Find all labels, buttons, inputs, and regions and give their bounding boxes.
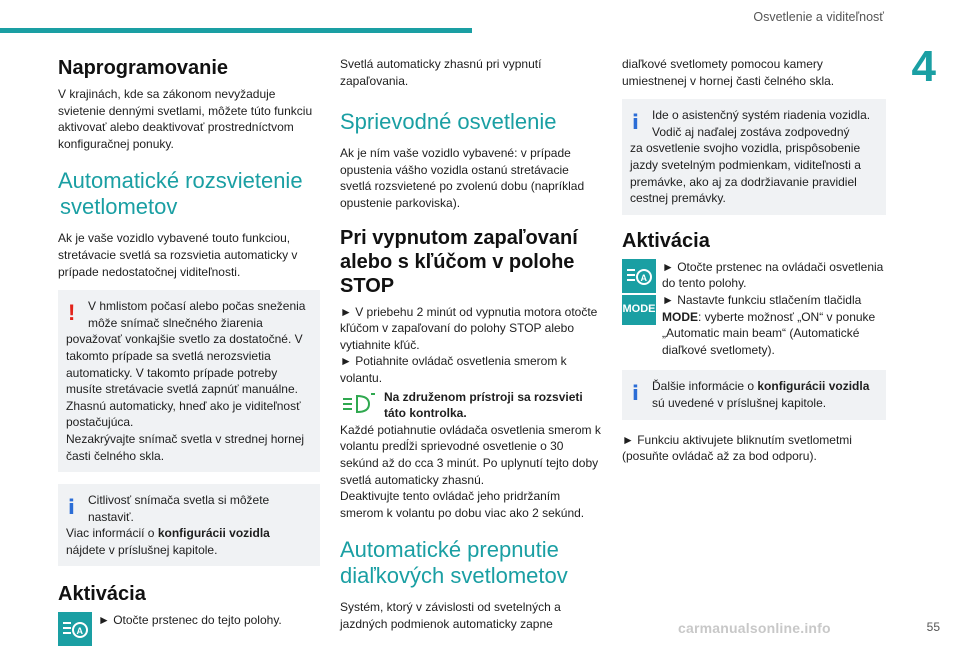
info-box: [622, 370, 886, 419]
paragraph: diaľkové svetlomety pomocou kamery umiestnenej v hornej časti čelného skla.: [622, 57, 835, 88]
paragraph: ► Funkciu aktivujete bliknutím svetlometmi (posuňte ovládač až za bod odporu).: [622, 432, 852, 464]
warning-text: považovať vonkajšie svetlo za dostatočné. V takomto prípade sa svetlá nerozsvietia automaticky. V takomto prípade potreby musíte stretávacie svetlá zapnúť manuálne.: [66, 332, 303, 397]
info-text: Ďalšie informácie o konfigurácii vozidla: [652, 379, 870, 394]
column-3: [622, 56, 886, 471]
warning-line: môže snímač slnečného žiarenia: [88, 315, 263, 330]
info-line: Ide o asistenčný systém riadenia vozidla.: [652, 108, 871, 123]
warning-box: [58, 290, 320, 472]
activation-row: [58, 612, 320, 646]
heading-auto-lighting: [58, 168, 320, 220]
column-1: [58, 56, 320, 650]
page-number: 55: [926, 620, 940, 634]
info-box: [58, 484, 320, 566]
info-line: Citlivosť snímača svetla si môžete: [88, 493, 270, 508]
heading-follow-me-home: Sprievodné osvetlenie: [340, 109, 557, 135]
step-text: ► Otočte prstenec na ovládači osvetlenia do tento polohy.: [662, 259, 884, 291]
heading-auto-high-beam: [340, 537, 602, 589]
svg-text:A: A: [640, 272, 647, 283]
info-line: Vodič aj naďalej zostáva zodpovedný: [652, 124, 850, 139]
info-icon: i: [632, 381, 639, 406]
auto-headlamp-icon: [58, 612, 92, 646]
warning-line: V hmlistom počasí alebo počas sneženia: [88, 299, 306, 314]
indicator-text: Na združenom prístroji sa rozsvieti táto kontrolka.: [384, 389, 583, 421]
info-icon: i: [632, 110, 639, 135]
info-box: [622, 99, 886, 215]
indicator-row: [340, 389, 602, 422]
watermark: carmanualsonline.info: [678, 620, 831, 636]
heading-line: svetlometov: [60, 194, 178, 220]
info-line: nastaviť.: [88, 509, 134, 524]
paragraph: ► V priebehu 2 minút od vypnutia motora otočte kľúčom v zapaľovaní do polohy STOP alebo vytiahnite kľúč.: [340, 304, 598, 352]
paragraph: Každé potiahnutie ovládača osvetlenia smerom k volantu predĺži sprievodné osvetlenie o 30 sekúnd až do cca 3 minút. Po uplynutí tejto doby svetlá automaticky zhasnú.: [340, 422, 601, 487]
info-text: nájdete v príslušnej kapitole.: [66, 542, 218, 557]
activation-icons: [622, 259, 656, 359]
warning-text: Zhasnú automaticky, hneď ako je viditeľnosť postačujúca.: [66, 398, 301, 430]
header-bar: [0, 28, 472, 33]
warning-icon: !: [68, 300, 76, 326]
paragraph: ► Potiahnite ovládač osvetlenia smerom k volantu.: [340, 354, 567, 385]
svg-text:A: A: [76, 626, 83, 637]
heading-line: Automatické prepnutie: [340, 537, 559, 563]
heading-programming: Naprogramovanie: [58, 57, 229, 79]
activation-steps: [662, 259, 886, 359]
mode-button-icon: MODE: [622, 295, 656, 325]
activation-block: [622, 259, 886, 359]
section-title: Osvetlenie a viditeľnosť: [753, 10, 884, 24]
info-text: za osvetlenie svojho vozidla, prispôsobenie jazdy svetelným podmienkam, viditeľnosti a premávke, ako aj za dodržiavanie pravidiel cestnej premávky.: [630, 141, 861, 206]
heading-line: diaľkových svetlometov: [340, 563, 568, 589]
paragraph: Systém, ktorý v závislosti od svetelných a jazdných podmienok automaticky zapne: [340, 600, 561, 631]
step-text: ► Nastavte funkciu stlačením tlačidla MODE: vyberte možnosť „ON“ v ponuke „Automatic main beam“ (Automatické diaľkové svetlomety).: [662, 292, 876, 357]
heading-activation: Aktivácia: [622, 229, 710, 252]
paragraph: Ak je ním vaše vozidlo vybavené: v prípade opustenia vášho vozidla ostanú stretávacie svetlá rozsvietené po zvolenú dobu (napríklad opustenie parkoviska).: [340, 146, 585, 210]
paragraph: Deaktivujte tento ovládač jeho pridržaním smerom k volantu po dobu viac ako 2 sekúnd.: [340, 489, 585, 520]
paragraph: Svetlá automaticky zhasnú pri vypnutí zapaľovania.: [340, 57, 542, 88]
info-text: sú uvedené v príslušnej kapitole.: [652, 395, 827, 410]
column-2: [340, 56, 602, 638]
info-icon: i: [68, 495, 75, 520]
activation-text: ► Otočte prstenec do tejto polohy.: [98, 613, 282, 628]
paragraph: Ak je vaše vozidlo vybavené touto funkciou, stretávacie svetlá sa rozsvietia automaticky v prípade nedostatočnej viditeľnosti.: [58, 231, 298, 279]
info-text: Viac informácií o konfigurácii vozidla: [66, 526, 270, 541]
paragraph: V krajinách, kde sa zákonom nevyžaduje svietenie dennými svetlami, môžete túto funkciu aktivovať alebo deaktivovať prostredníctvom konfiguračnej ponuky.: [58, 87, 313, 151]
heading-line: Automatické rozsvietenie: [58, 168, 303, 194]
auto-headlamp-icon: [622, 259, 656, 293]
heading-activation: Aktivácia: [58, 583, 146, 606]
warning-text: Nezakrývajte snímač svetla v strednej hornej časti čelného skla.: [66, 431, 305, 463]
heading-ignition-off: Pri vypnutom zapaľovaní alebo s kľúčom v polohe STOP: [340, 226, 578, 297]
follow-me-home-icon: [340, 389, 378, 417]
chapter-number: 4: [911, 42, 936, 91]
